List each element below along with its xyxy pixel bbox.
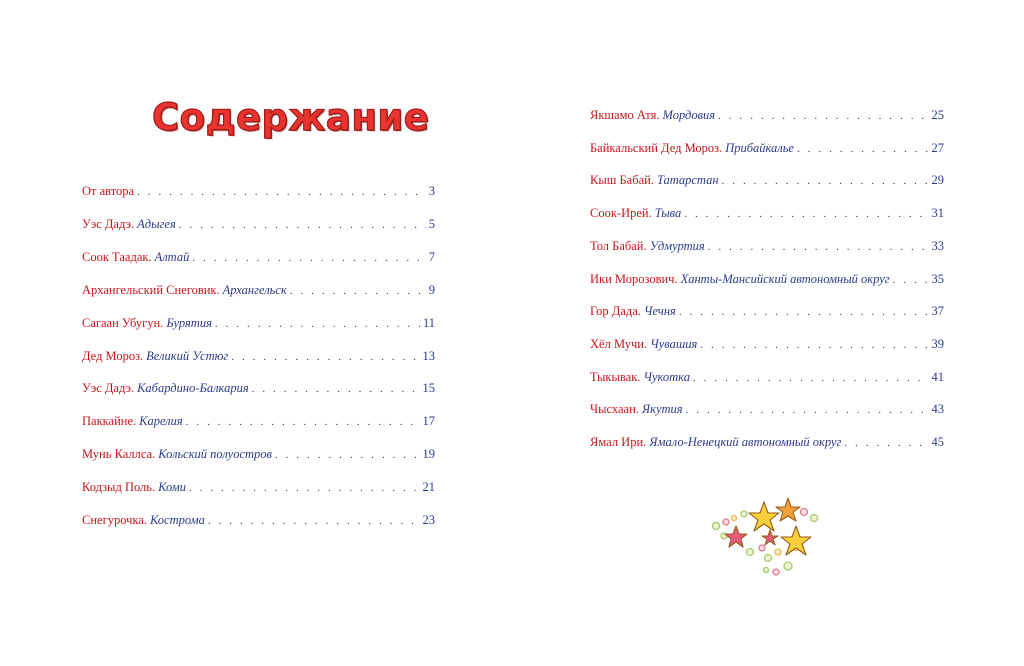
toc-entry-name: Соок-Ирей.: [590, 206, 652, 221]
toc-leader-dots: [137, 182, 426, 202]
toc-entry-name: Тыкывак.: [590, 369, 641, 384]
toc-entry: [590, 367, 944, 387]
toc-leader-dots: [252, 379, 420, 399]
toc-entry: [82, 477, 435, 497]
toc-entry: [590, 236, 944, 256]
toc-leader-dots: [700, 335, 928, 355]
toc-entry: [590, 334, 944, 354]
toc-entry: [590, 138, 944, 158]
toc-entry-page-number: 31: [931, 206, 944, 221]
toc-entry-name: Архангельский Снеговик.: [82, 282, 220, 297]
toc-entry: [82, 346, 435, 366]
toc-entry: [590, 432, 944, 452]
toc-entry: [590, 203, 944, 223]
toc-entry-page-number: 3: [428, 184, 435, 198]
toc-entry-page-number: 43: [931, 402, 944, 417]
toc-entry-region: Ямало-Ненецкий автономный округ: [649, 435, 842, 449]
toc-entry-name: Тол Бабай.: [590, 238, 647, 253]
stars-and-bubbles-icon: [704, 490, 824, 580]
toc-leader-dots: [708, 237, 929, 257]
toc-leader-dots: [189, 478, 420, 498]
right-page: [512, 0, 1024, 666]
toc-entry: [82, 444, 435, 464]
toc-entry-region: Татарстан: [656, 173, 719, 188]
toc-entry-region: Карелия: [139, 414, 183, 429]
toc-entry-name: Кыш Бабай.: [590, 173, 654, 188]
toc-entry: [590, 269, 944, 289]
toc-entry-region: Коми: [158, 480, 186, 495]
toc-entry-region: Бурятия: [166, 315, 212, 330]
toc-entry-page-number: 27: [931, 140, 944, 155]
toc-entry-page-number: 33: [931, 238, 944, 253]
toc-leader-dots: [722, 171, 929, 191]
toc-leader-dots: [215, 314, 420, 334]
toc-entry-page-number: 39: [931, 336, 944, 351]
toc-entry-region: Чувашия: [650, 336, 698, 351]
toc-entry-region: Мордовия: [662, 108, 716, 122]
toc-leader-dots: [844, 433, 928, 453]
toc-entry-page-number: 21: [422, 480, 435, 495]
toc-entry-region: Адыгея: [137, 216, 176, 231]
toc-entry-page-number: 13: [422, 348, 435, 363]
toc-leader-dots: [231, 347, 419, 367]
toc-entry: [590, 170, 944, 190]
toc-leader-dots: [797, 139, 929, 159]
toc-entry: [82, 510, 435, 530]
toc-leader-dots: [718, 106, 928, 126]
toc-entry-region: Великий Устюг: [146, 348, 229, 363]
toc-entry-name: Ямал Ири.: [590, 435, 647, 449]
toc-entry-region: Чукотка: [643, 369, 690, 384]
toc-entry-name: Мунь Каллса.: [82, 447, 156, 462]
toc-entry-page-number: 41: [931, 369, 944, 384]
toc-entry-page-number: 45: [931, 435, 944, 449]
toc-entry-page-number: 17: [422, 414, 435, 429]
toc-leader-dots: [893, 270, 929, 290]
toc-entry-name: Снегурочка.: [82, 513, 147, 527]
toc-entry-name: Байкальский Дед Мороз.: [590, 140, 723, 155]
toc-entry-name: Уэс Дадэ.: [82, 381, 135, 396]
toc-entry-region: Якутия: [641, 402, 683, 417]
toc-entry-name: Паккайне.: [82, 414, 137, 429]
toc-entry-name: Соок Таадак.: [82, 249, 152, 264]
toc-entry: [590, 399, 944, 419]
toc-entry-name: Уэс Дадэ.: [82, 216, 135, 231]
toc-entry-region: Кольский полуостров: [158, 447, 272, 462]
toc-entry-name: Хёл Мучи.: [590, 336, 648, 351]
toc-entry: [590, 301, 944, 321]
toc-entry-region: Чечня: [643, 304, 676, 319]
toc-entry-name: Чысхаан.: [590, 402, 639, 417]
toc-entry-region: Алтай: [154, 249, 190, 264]
toc-entry-page-number: 23: [422, 513, 435, 527]
toc-entry-name: Якшамо Атя.: [590, 108, 660, 122]
toc-leader-dots: [186, 412, 420, 432]
toc-leader-dots: [679, 302, 929, 322]
toc-entry-name: Ики Морозович.: [590, 271, 678, 286]
toc-entry-page-number: 37: [931, 304, 944, 319]
toc-entry: [590, 105, 944, 125]
toc-leader-dots: [686, 400, 929, 420]
toc-entry-page-number: 29: [931, 173, 944, 188]
toc-leader-dots: [192, 248, 425, 268]
toc-leader-dots: [179, 215, 426, 235]
toc-entry-page-number: 9: [428, 282, 435, 297]
toc-entry: [82, 378, 435, 398]
page-title: Содержание: [152, 96, 430, 139]
toc-entry-region: Удмуртия: [649, 238, 705, 253]
toc-leader-dots: [684, 204, 928, 224]
toc-entry-name: Сагаан Убугун.: [82, 315, 164, 330]
toc-entry-page-number: 5: [428, 216, 435, 231]
toc-entry-page-number: 25: [931, 108, 944, 122]
toc-entry-name: Дед Мороз.: [82, 348, 144, 363]
toc-entry: [82, 313, 435, 333]
toc-entry-page-number: 7: [428, 249, 435, 264]
toc-entry-name: Кодзыд Поль.: [82, 480, 156, 495]
toc-entry-region: Ханты-Мансийский автономный округ: [680, 271, 890, 286]
toc-leader-dots: [693, 368, 929, 388]
toc-entry-name: От автора: [82, 184, 135, 198]
toc-entry-region: Кострома: [149, 513, 205, 527]
toc-entry-region: Архангельск: [222, 282, 287, 297]
toc-entry: [82, 214, 435, 234]
toc-entry: [82, 247, 435, 267]
toc-entry-region: Кабардино-Балкария: [137, 381, 249, 396]
toc-entry-region: Прибайкалье: [725, 140, 794, 155]
toc-entry-name: Гор Дада.: [590, 304, 641, 319]
toc-leader-dots: [275, 445, 420, 465]
toc-entry-page-number: 35: [931, 271, 944, 286]
toc-entry: [82, 181, 435, 201]
toc-leader-dots: [290, 281, 426, 301]
toc-entry-page-number: 15: [422, 381, 435, 396]
toc-entry: [82, 411, 435, 431]
toc-entry-region: Тыва: [654, 206, 682, 221]
toc-entry-page-number: 19: [422, 447, 435, 462]
toc-entry: [82, 280, 435, 300]
toc-entry-page-number: 11: [422, 315, 435, 330]
toc-leader-dots: [208, 511, 420, 531]
